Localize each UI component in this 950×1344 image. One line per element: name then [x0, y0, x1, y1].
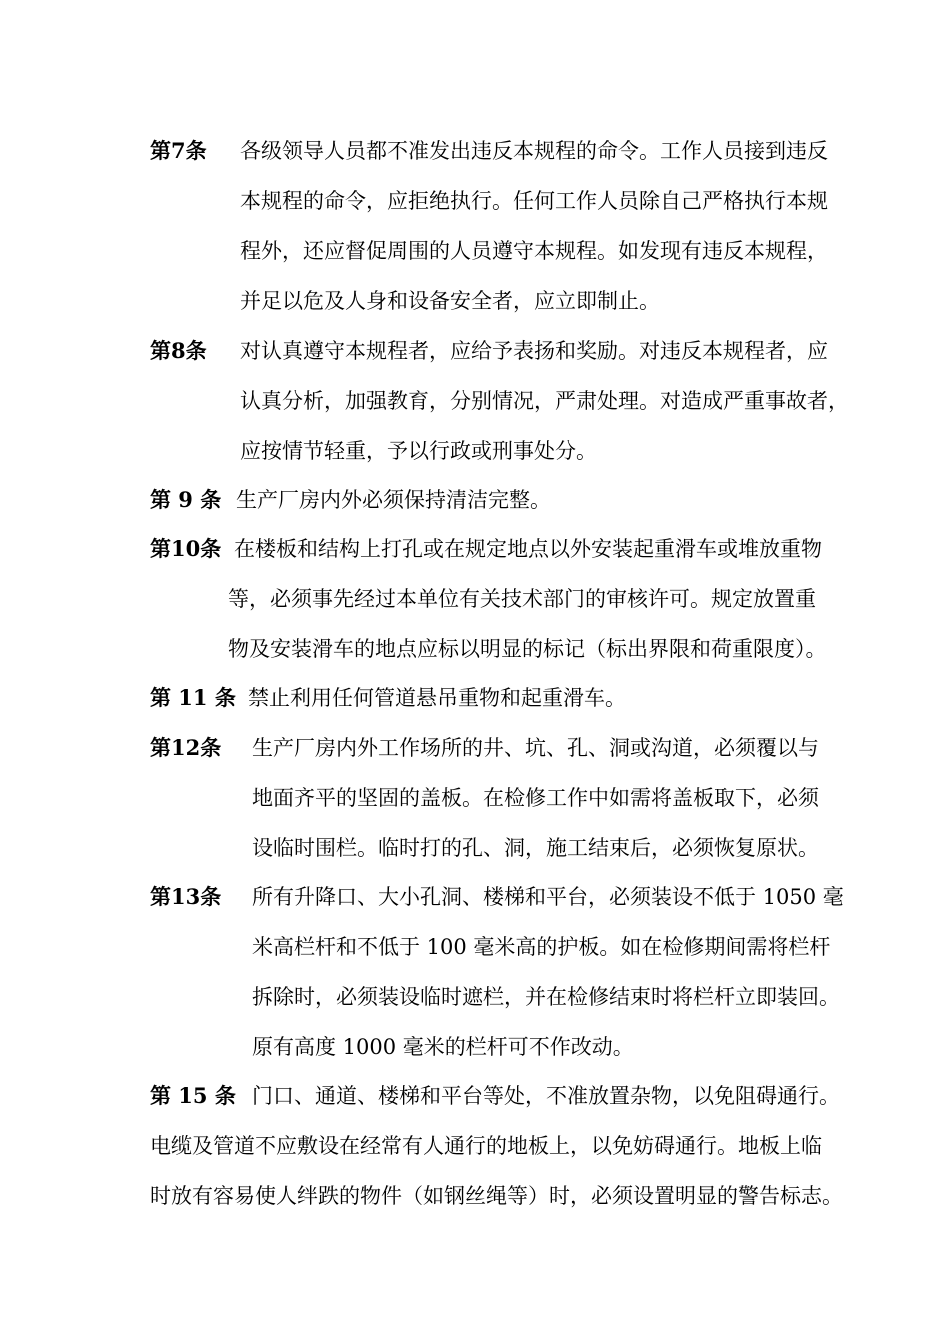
- article-line: 在楼板和结构上打孔或在规定地点以外安装起重滑车或堆放重物: [234, 537, 822, 561]
- article-body-continued: [228, 574, 827, 674]
- article-label: 第13条: [150, 884, 222, 909]
- article-line: 原有高度 1000 毫米的栏杆可不作改动。: [252, 1035, 634, 1059]
- article-body: [252, 872, 844, 1072]
- article-line: 拆除时，必须装设临时遮栏，并在检修结束时将栏杆立即装回。: [252, 985, 840, 1009]
- article-body: [236, 475, 551, 525]
- article-body: [252, 723, 819, 873]
- article-line: 物及安装滑车的地点应标以明显的标记（标出界限和荷重限度）。: [228, 637, 827, 661]
- article-body: [234, 524, 822, 574]
- article-body: [240, 126, 828, 326]
- article-line: 本规程的命令，应拒绝执行。任何工作人员除自己严格执行本规: [240, 189, 828, 213]
- article-line: 禁止利用任何管道悬吊重物和起重滑车。: [248, 686, 626, 710]
- article-body: [240, 326, 849, 476]
- paragraph-continuation-line: 电缆及管道不应敷设在经常有人通行的地板上，以免妨碍通行。地板上临: [150, 1134, 822, 1158]
- article-label: 第 11 条: [150, 685, 236, 710]
- article-line: 并足以危及人身和设备安全者，应立即制止。: [240, 289, 660, 313]
- article-line: 生产厂房内外必须保持清洁完整。: [236, 488, 551, 512]
- article-line: 认真分析，加强教育，分别情况，严肃处理。对造成严重事故者，: [240, 389, 849, 413]
- article-label: 第7条: [150, 138, 207, 163]
- article-line: 门口、通道、楼梯和平台等处，不准放置杂物，以免阻碍通行。: [252, 1084, 840, 1108]
- article-line: 程外，还应督促周围的人员遵守本规程。如发现有违反本规程，: [240, 239, 828, 263]
- article-line: 生产厂房内外工作场所的井、坑、孔、洞或沟道，必须覆以与: [252, 736, 819, 760]
- article-label: 第 9 条: [150, 487, 222, 512]
- article-line: 各级领导人员都不准发出违反本规程的命令。工作人员接到违反: [240, 139, 828, 163]
- article-line: 所有升降口、大小孔洞、楼梯和平台，必须装设不低于 1050 毫: [252, 885, 844, 909]
- article-label: 第10条: [150, 536, 222, 561]
- article-line: 设临时围栏。临时打的孔、洞，施工结束后，必须恢复原状。: [252, 836, 819, 860]
- article-line: 对认真遵守本规程者，应给予表扬和奖励。对违反本规程者，应: [240, 339, 828, 363]
- article-label: 第12条: [150, 735, 222, 760]
- paragraph-continuation-line: 时放有容易使人绊跌的物件（如钢丝绳等）时，必须设置明显的警告标志。: [150, 1184, 843, 1208]
- article-line: 地面齐平的坚固的盖板。在检修工作中如需将盖板取下，必须: [252, 786, 819, 810]
- article-label: 第8条: [150, 338, 207, 363]
- article-line: 米高栏杆和不低于 100 毫米高的护板。如在检修期间需将栏杆: [252, 935, 831, 959]
- article-body: [248, 673, 626, 723]
- article-line: 应按情节轻重，予以行政或刑事处分。: [240, 439, 597, 463]
- article-label: 第 15 条: [150, 1083, 236, 1108]
- article-line: 等，必须事先经过本单位有关技术部门的审核许可。规定放置重: [228, 587, 816, 611]
- article-body: [252, 1071, 840, 1121]
